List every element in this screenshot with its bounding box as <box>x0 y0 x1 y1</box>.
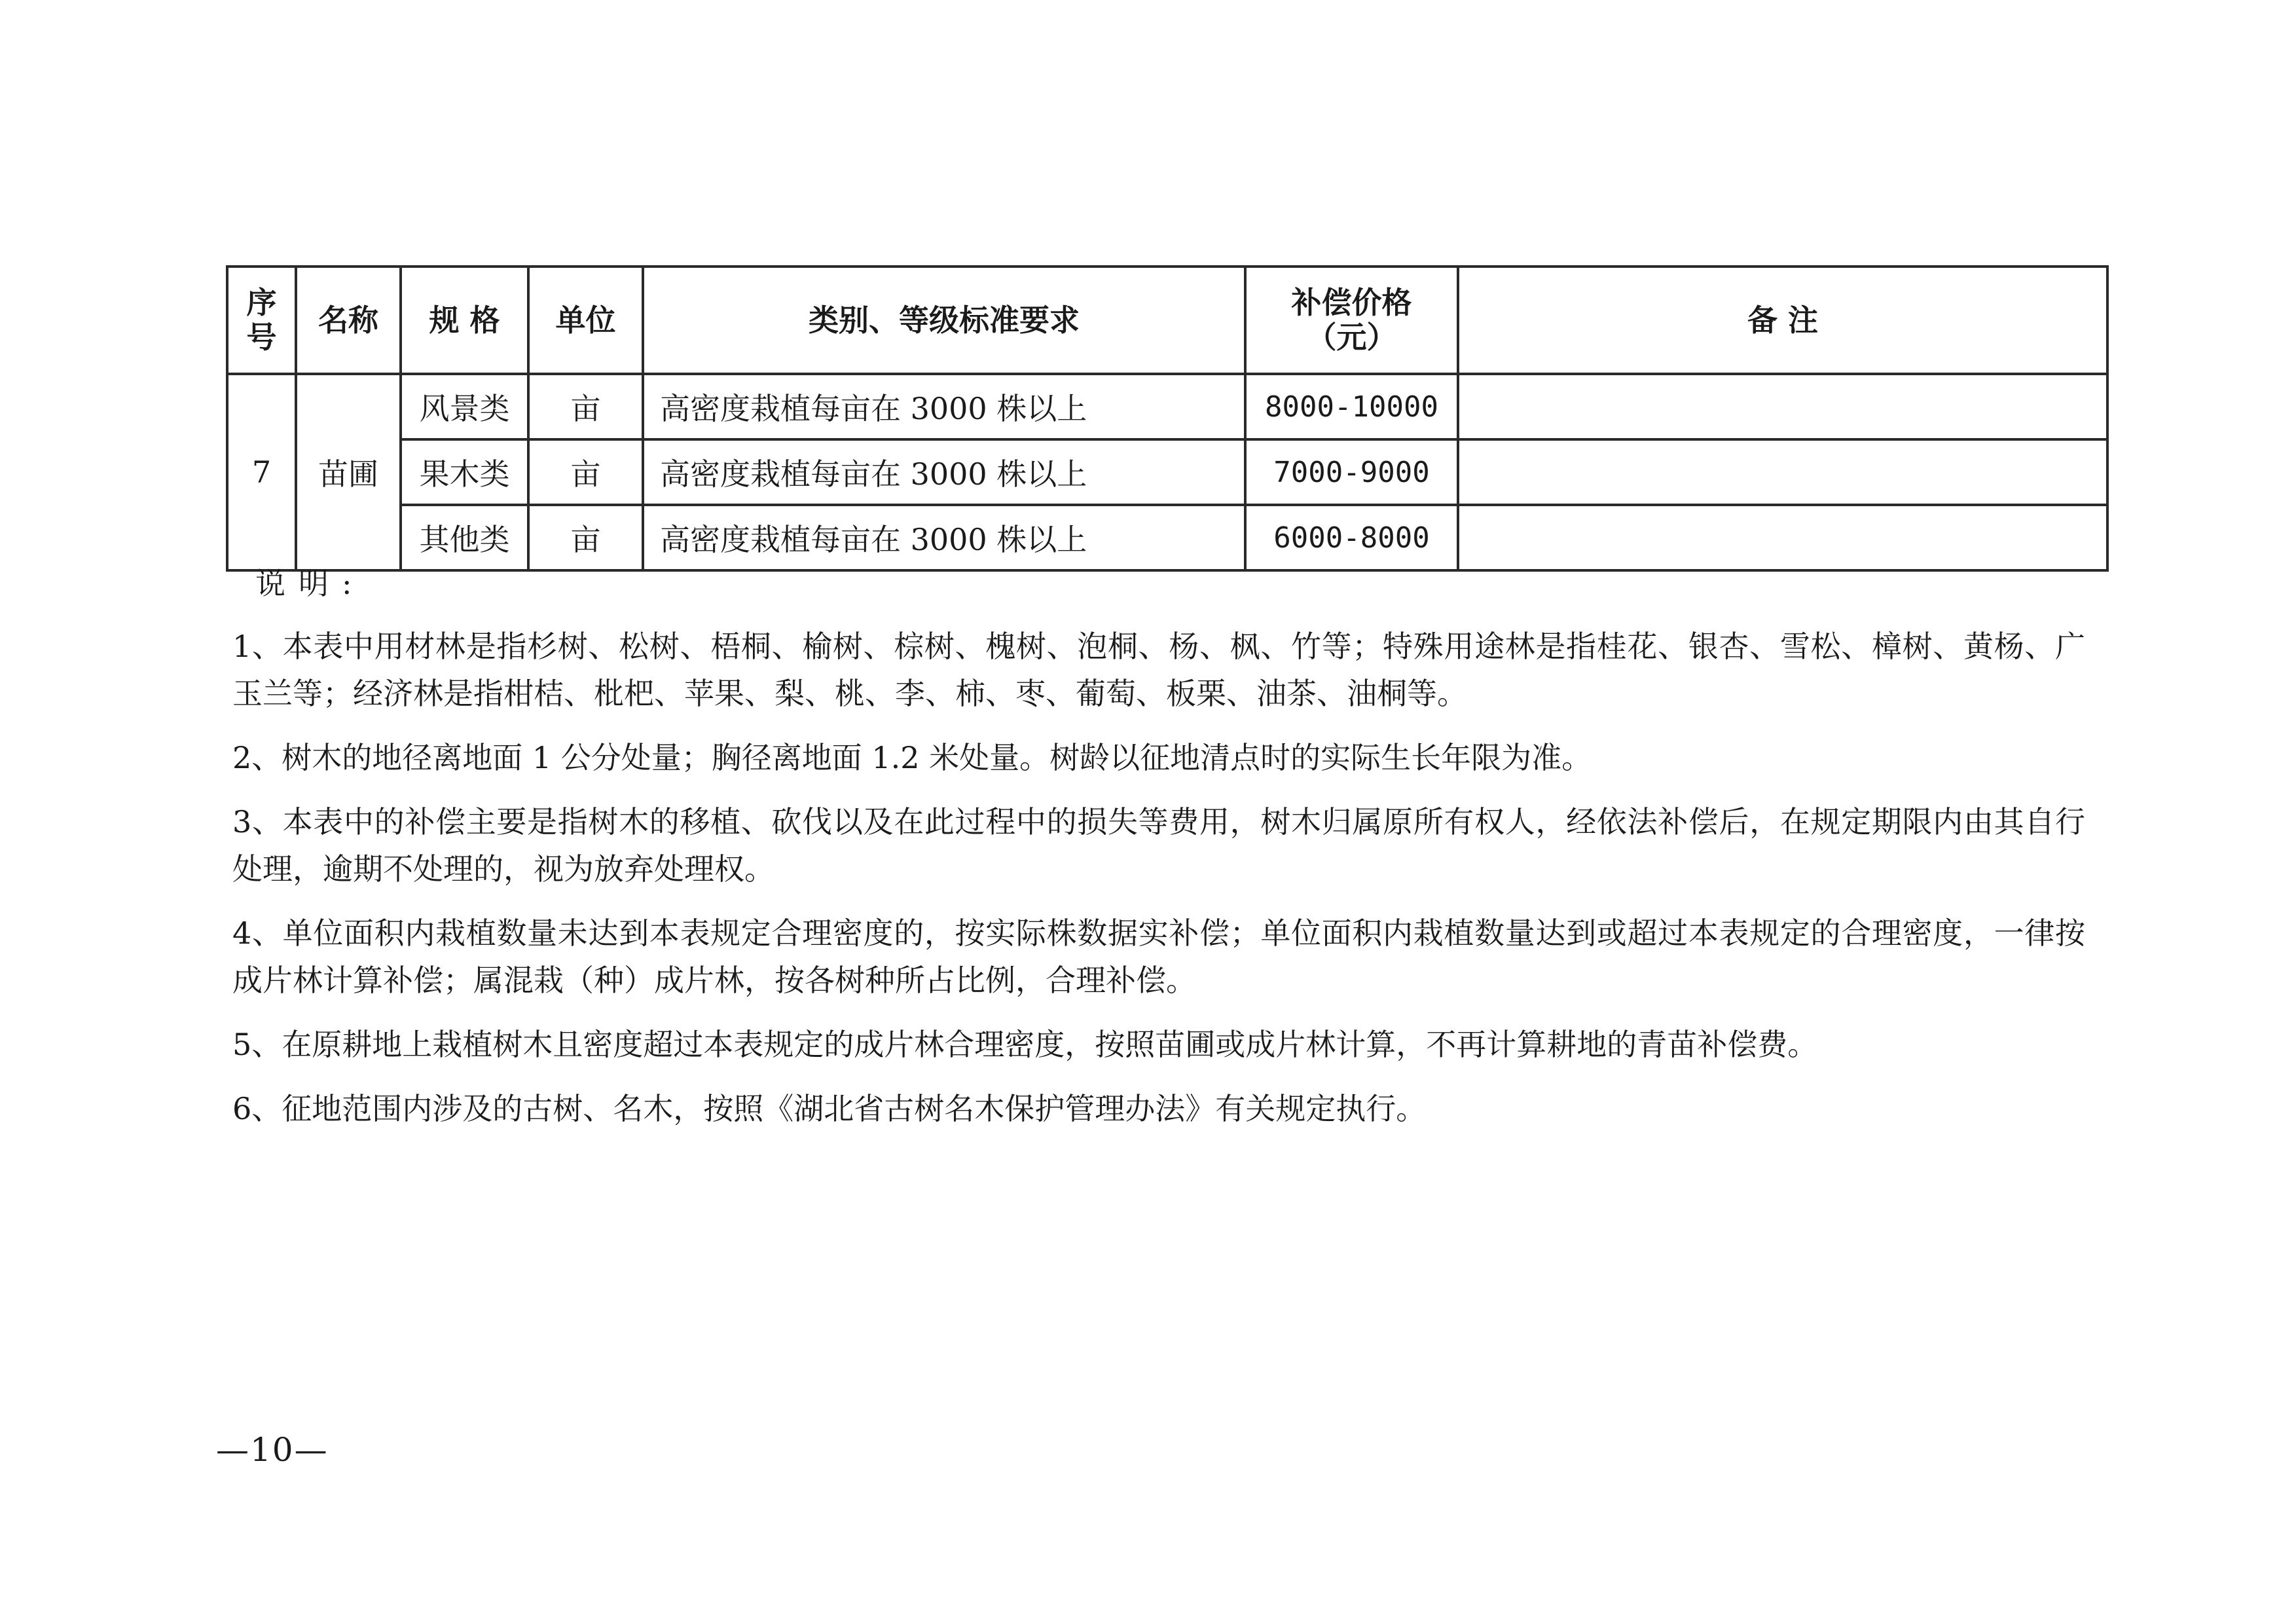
table-row <box>227 439 2107 505</box>
cell-spec: 其他类 <box>401 505 528 570</box>
cell-price: 7000-9000 <box>1245 439 1458 505</box>
cell-seq: 7 <box>227 374 296 570</box>
note-item: 5、在原耕地上栽植树木且密度超过本表规定的成片林合理密度，按照苗圃或成片林计算，不再计算耕地的青苗补偿费。 <box>232 1027 1818 1062</box>
compensation-table <box>226 265 2109 572</box>
cell-requirement: 高密度栽植每亩在 3000 株以上 <box>643 374 1245 439</box>
note-item: 3、本表中的补偿主要是指树木的移植、砍伐以及在此过程中的损失等费用，树木归属原所有权人，经依法补偿后，在规定期限内由其自行处理，逾期不处理的，视为放弃处理权。 <box>232 804 2085 887</box>
cell-remark <box>1458 439 2107 505</box>
header-spec: 规 格 <box>401 267 528 374</box>
cell-name: 苗圃 <box>296 374 401 570</box>
header-seq: 序号 <box>227 267 296 374</box>
page-number: —10— <box>216 1431 329 1469</box>
cell-spec: 果木类 <box>401 439 528 505</box>
header-price: 补偿价格（元） <box>1245 267 1458 374</box>
cell-price: 8000-10000 <box>1245 374 1458 439</box>
cell-unit: 亩 <box>528 439 643 505</box>
notes-section <box>232 560 2085 1149</box>
header-requirement: 类别、等级标准要求 <box>643 267 1245 374</box>
cell-remark <box>1458 374 2107 439</box>
header-name: 名称 <box>296 267 401 374</box>
cell-requirement: 高密度栽植每亩在 3000 株以上 <box>643 439 1245 505</box>
table-row <box>227 374 2107 439</box>
cell-spec: 风景类 <box>401 374 528 439</box>
note-item: 6、征地范围内涉及的古树、名木，按照《湖北省古树名木保护管理办法》有关规定执行。 <box>232 1091 1427 1126</box>
header-remark: 备 注 <box>1458 267 2107 374</box>
cell-unit: 亩 <box>528 374 643 439</box>
cell-price: 6000-8000 <box>1245 505 1458 570</box>
cell-unit: 亩 <box>528 505 643 570</box>
note-item: 1、本表中用材林是指杉树、松树、梧桐、榆树、棕树、槐树、泡桐、杨、枫、竹等；特殊用途林是指桂花、银杏、雪松、樟树、黄杨、广玉兰等；经济林是指柑桔、枇杷、苹果、梨、桃、李、柿、枣、葡萄、板栗、油茶、油桐等。 <box>232 629 2085 711</box>
header-unit: 单位 <box>528 267 643 374</box>
notes-title: 说明: <box>255 566 365 601</box>
note-item: 4、单位面积内栽植数量未达到本表规定合理密度的，按实际株数据实补偿；单位面积内栽植数量达到或超过本表规定的合理密度，一律按成片林计算补偿；属混栽（种）成片林，按各树种所占比例，合理补偿。 <box>232 915 2085 998</box>
cell-requirement: 高密度栽植每亩在 3000 株以上 <box>643 505 1245 570</box>
table-header-row <box>227 267 2107 374</box>
note-item: 2、树木的地径离地面 1 公分处量；胸径离地面 1.2 米处量。树龄以征地清点时的实际生长年限为准。 <box>232 740 1592 775</box>
